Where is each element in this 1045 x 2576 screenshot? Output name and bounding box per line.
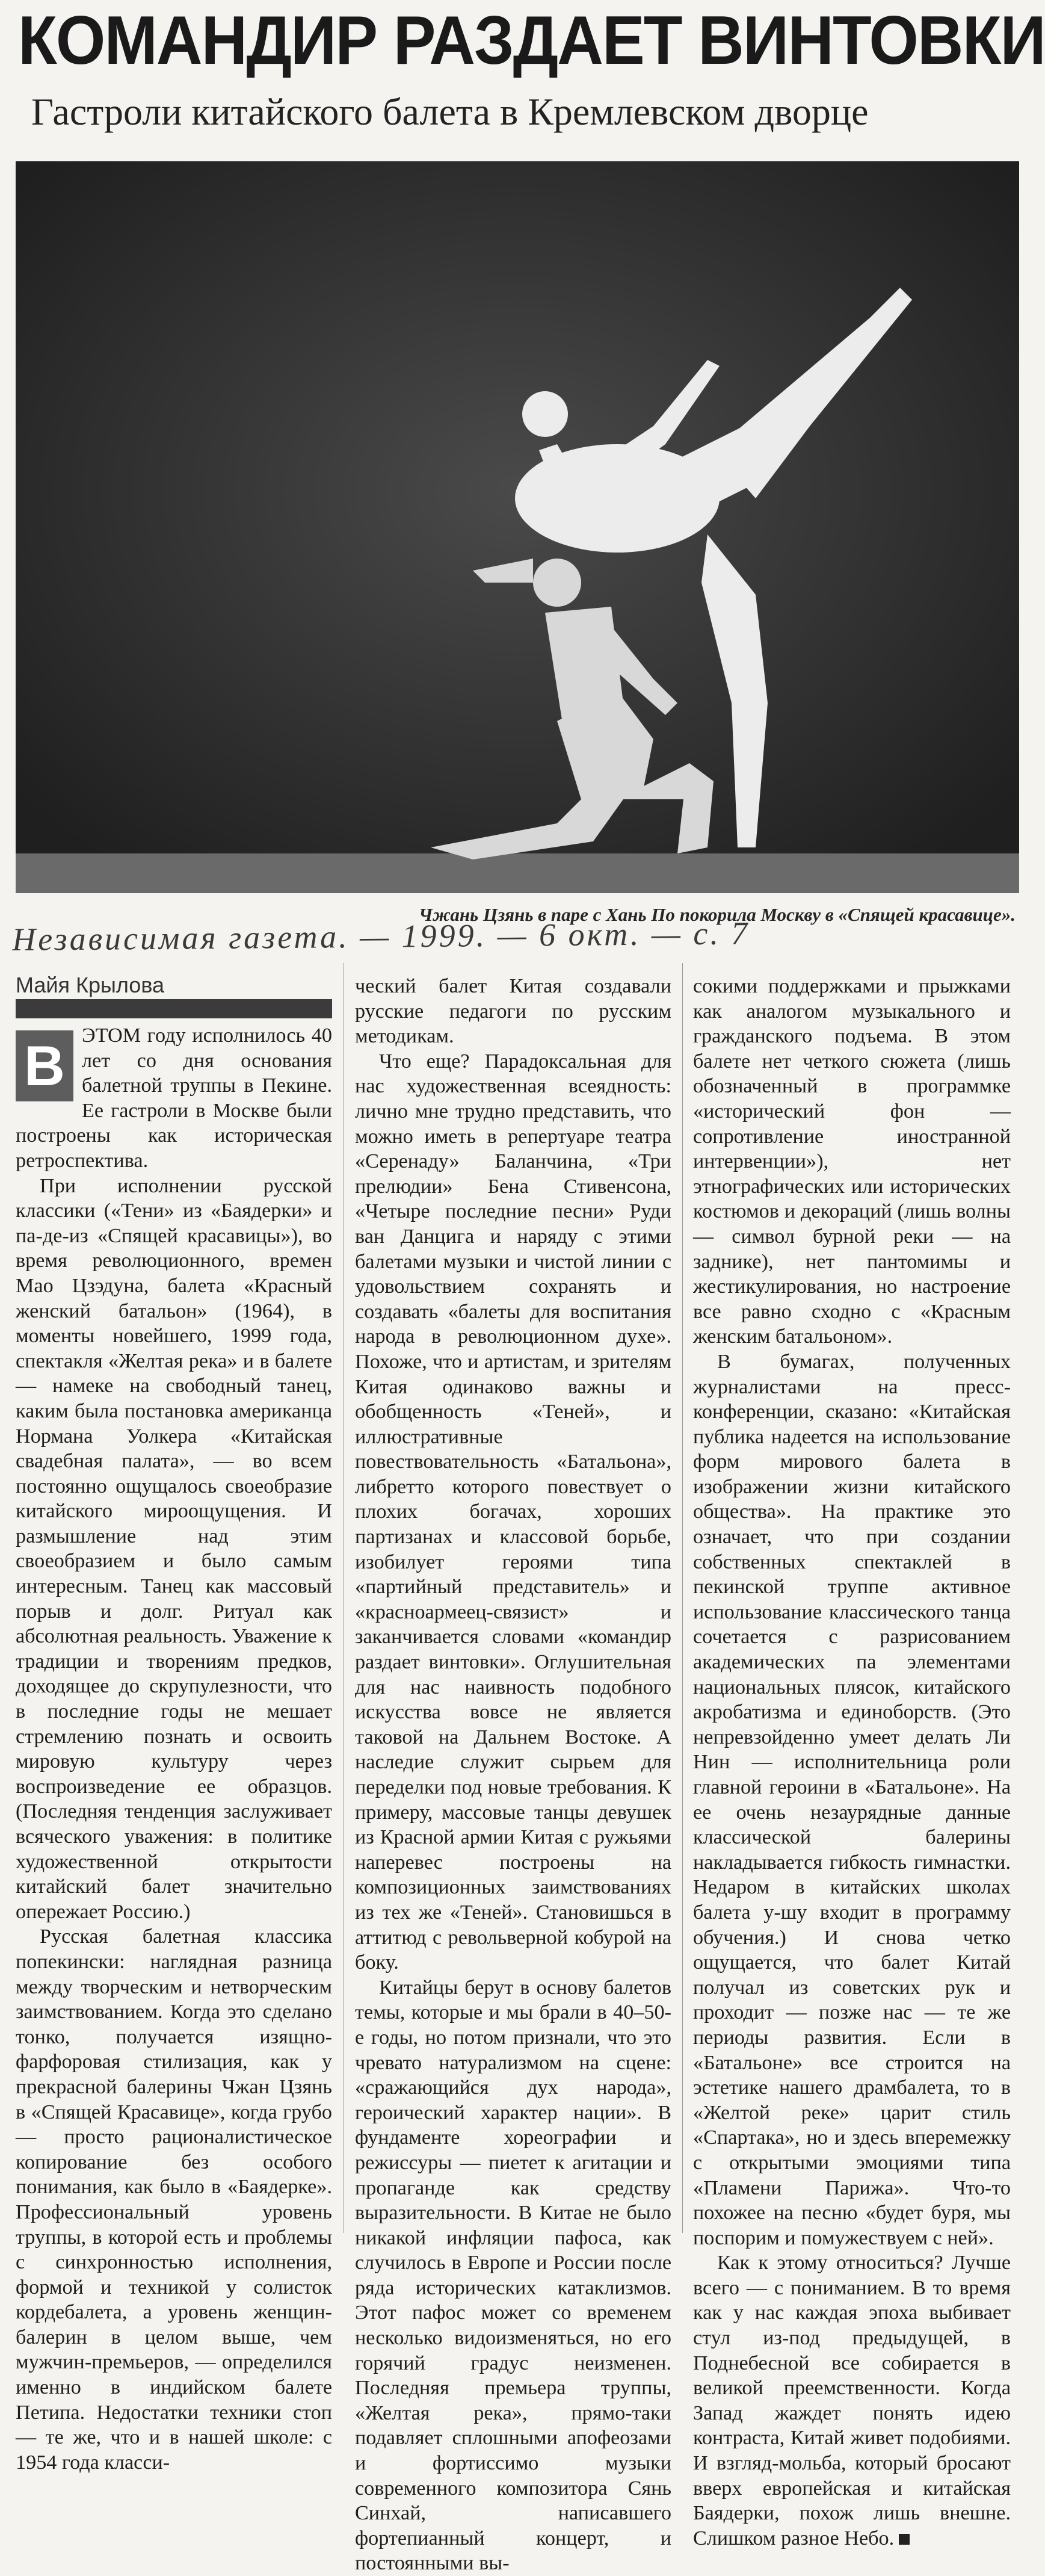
paragraph: сокими поддержками и прыжками как аналогом музыкального и гражданского подъема. В этом балете нет четкого сюжета (лишь обозначенный в программке «исторический фон — сопротивление иностранной интервенции»), нет этнографических или исторических костюмов и декораций (лишь волны — символ бурной реки — на заднике), нет пантомимы и жестикулирования, но настроение все равно сходно с «Красным женским батальоном». [693,975,1011,1348]
paragraph: Китайцы берут в основу балетов темы, которые и мы брали в 40–50-е годы, но потом признали, что это чревато натурализмом на сцене: «сражающийся дух народа», героический характер нации». В фундаменте хореографии и режиссуры — пиетет к агитации и пропаганде как средству выразительности. В Китае не было никакой инфляции пафоса, как случилось в Европе и России после ряда исторических катаклизмов. Этот пафос может со временем несколько видоизменяться, но его горячий градус неизменен. Последняя премьера труппы, «Желтая река», прямо-таки подавляет сплошными апофеозами и фортиссимо музыки современного композитора Сянь Синхай, написавшего фортепианный концерт, и постоянными вы- [355,1976,671,2575]
paragraph: ческий балет Китая создавали русские педагоги по русским методикам. [355,975,671,1048]
photo-caption: Чжань Цзянь в паре с Хань По покорила Москву в «Спящей красавице». [419,904,1016,925]
headline: КОМАНДИР РАЗДАЕТ ВИНТОВКИ [18,2,1045,79]
lead-text: ЭТОМ году исполнилось 40 лет со дня основания балетной труппы в Пекине. Ее гастроли в Москве были построены как историческая ретроспектива. [16,1024,332,1172]
end-mark [899,2534,910,2545]
article-column-1 [16,1023,332,2474]
ballet-photo [16,161,1019,893]
subheadline: Гастроли китайского балета в Кремлевском дворце [31,90,869,133]
article-column-3 [693,974,1011,2550]
paragraph-lead [16,1023,332,1174]
paragraph: В бумагах, полученных журналистами на пресс-конференции, сказано: «Китайская публика надеется на использование форм мирового балета в изображении жизни китайского общества». На практике это означает, что при создании собственных спектаклей в пекинской труппе активное использование классического танца сочетается с разрисованием академических па элементами национальных плясок, китайского акробатизма и единоборств. (Это непревзойденно умеет делать Ли Нин — исполнительница роли главной героини в «Батальоне». На ее очень незаурядные данные классической балерины накладывается гибкость гимнастки. Недаром в китайских школах балета у-шу входит в программу обучения.) И снова четко ощущается, что балет Китай получал из советских рук и проходит — позже нас — те же периоды развития. Если в «Батальоне» все строится на эстетике нашего драмбалета, то в «Желтой реке» царит стиль «Спартака», но и здесь вперемежку с открытыми эмоциями типа «Пламени Парижа». Что-то похожее на песню «будет буря, мы поспорим и помужествуем с ней». [693,1350,1011,2249]
article-column-2 [355,974,671,2575]
handwritten-source-note: Независимая газета. — 1999. — 6 окт. — с. 7 [12,915,750,958]
author-byline: Майя Крылова [16,973,165,997]
paragraph [693,2250,1011,2551]
drop-cap: В [16,1030,73,1101]
paragraph: Что еще? Парадоксальная для нас художественная всеядность: лично мне трудно представить, что можно иметь в репертуаре театра «Серенаду» Баланчина, «Три прелюдии» Бена Стивенсона, «Четыре последние песни» Руди ван Данцига и наряду с этими балетами музыки и чистой линии с удовольствием сохранять и создавать «балеты для воспитания народа в революционном духе». Похоже, что и артистам, и зрителям Китая одинаково важны и обобщенность «Теней», и иллюстративные повествовательность «Батальона», либретто которого повествует о плохих богачах, хороших партизанах и классовой борьбе, изобилует героями типа «партийный представитель» и «красноармеец-связист» и заканчивается словами «командир раздает винтовки». Оглушительная для нас наивность подобного искусства вовсе не является таковой на Дальнем Востоке. А наследие служит сырьем для переделки под новые требования. К примеру, массовые танцы девушек из Красной армии Китая с ружьями наперевес построены на композиционных заимствованиях из тех же «Теней». Становишься в аттитюд с револьверной кобурой на боку. [355,1050,671,1974]
paragraph: При исполнении русской классики («Тени» из «Баядерки» и па-де-из «Спящей красавицы»), во время революционного, времен Мао Цзэдуна, балета «Красный женский батальон» (1964), в моменты новейшего, 1999 года, спектакля «Желтая река» и в балете — намеке на свободный танец, каким была постановка американца Нормана Уолкера «Китайская свадебная палата», — во всем постоянно ощущалось своеобразие китайского мироощущения. И размышление над этим своеобразием и было самым интересным. Танец как массовый порыв и долг. Ритуал как абсолютная реальность. Уважение к традиции и творениям предков, доходящее до скрупулезности, что в последние годы не мешает стремлению познать и освоить мировую культуру через воспроизведение ее образцов. (Последняя тенденция заслуживает всяческого уважения: в политике художественной открытости китайский балет значительно опережает Россию.) [16,1174,332,1923]
byline-bar [16,999,332,1018]
closing-text: Как к этому относиться? Лучше всего — с пониманием. В то время как у нас каждая эпоха выбивает стул из-под предыдущей, в Поднебесной все собирается в великой преемственности. Когда Запад жаждет понять идею контраста, Китай живет подобиями. И взгляд-мольба, который бросают вверх европейская и китайская Баядерки, похож лишь внешне. Слишком разное Небо. [693,2252,1011,2550]
paragraph: Русская балетная классика попекински: наглядная разница между творческим и нетворческим заимствованием. Когда это сделано тонко, получается изящно-фарфоровая стилизация, как у прекрасной балерины Чжан Цзянь в «Спящей Красавице», когда грубо — просто рационалистическое копирование без особого понимания, как было в «Баядерке». Профессиональный уровень труппы, в которой есть и проблемы с синхронностью исполнения, формой и техникой у солисток кордебалета, а уровень женщин-балерин в целом выше, чем мужчин-премьеров, — определился именно в индийском балете Петипа. Недостатки техники стоп — те же, что и в нашей школе: с 1954 года класси- [16,1925,332,2474]
ballet-dancers-image [16,161,1019,893]
column-divider [682,963,683,2233]
